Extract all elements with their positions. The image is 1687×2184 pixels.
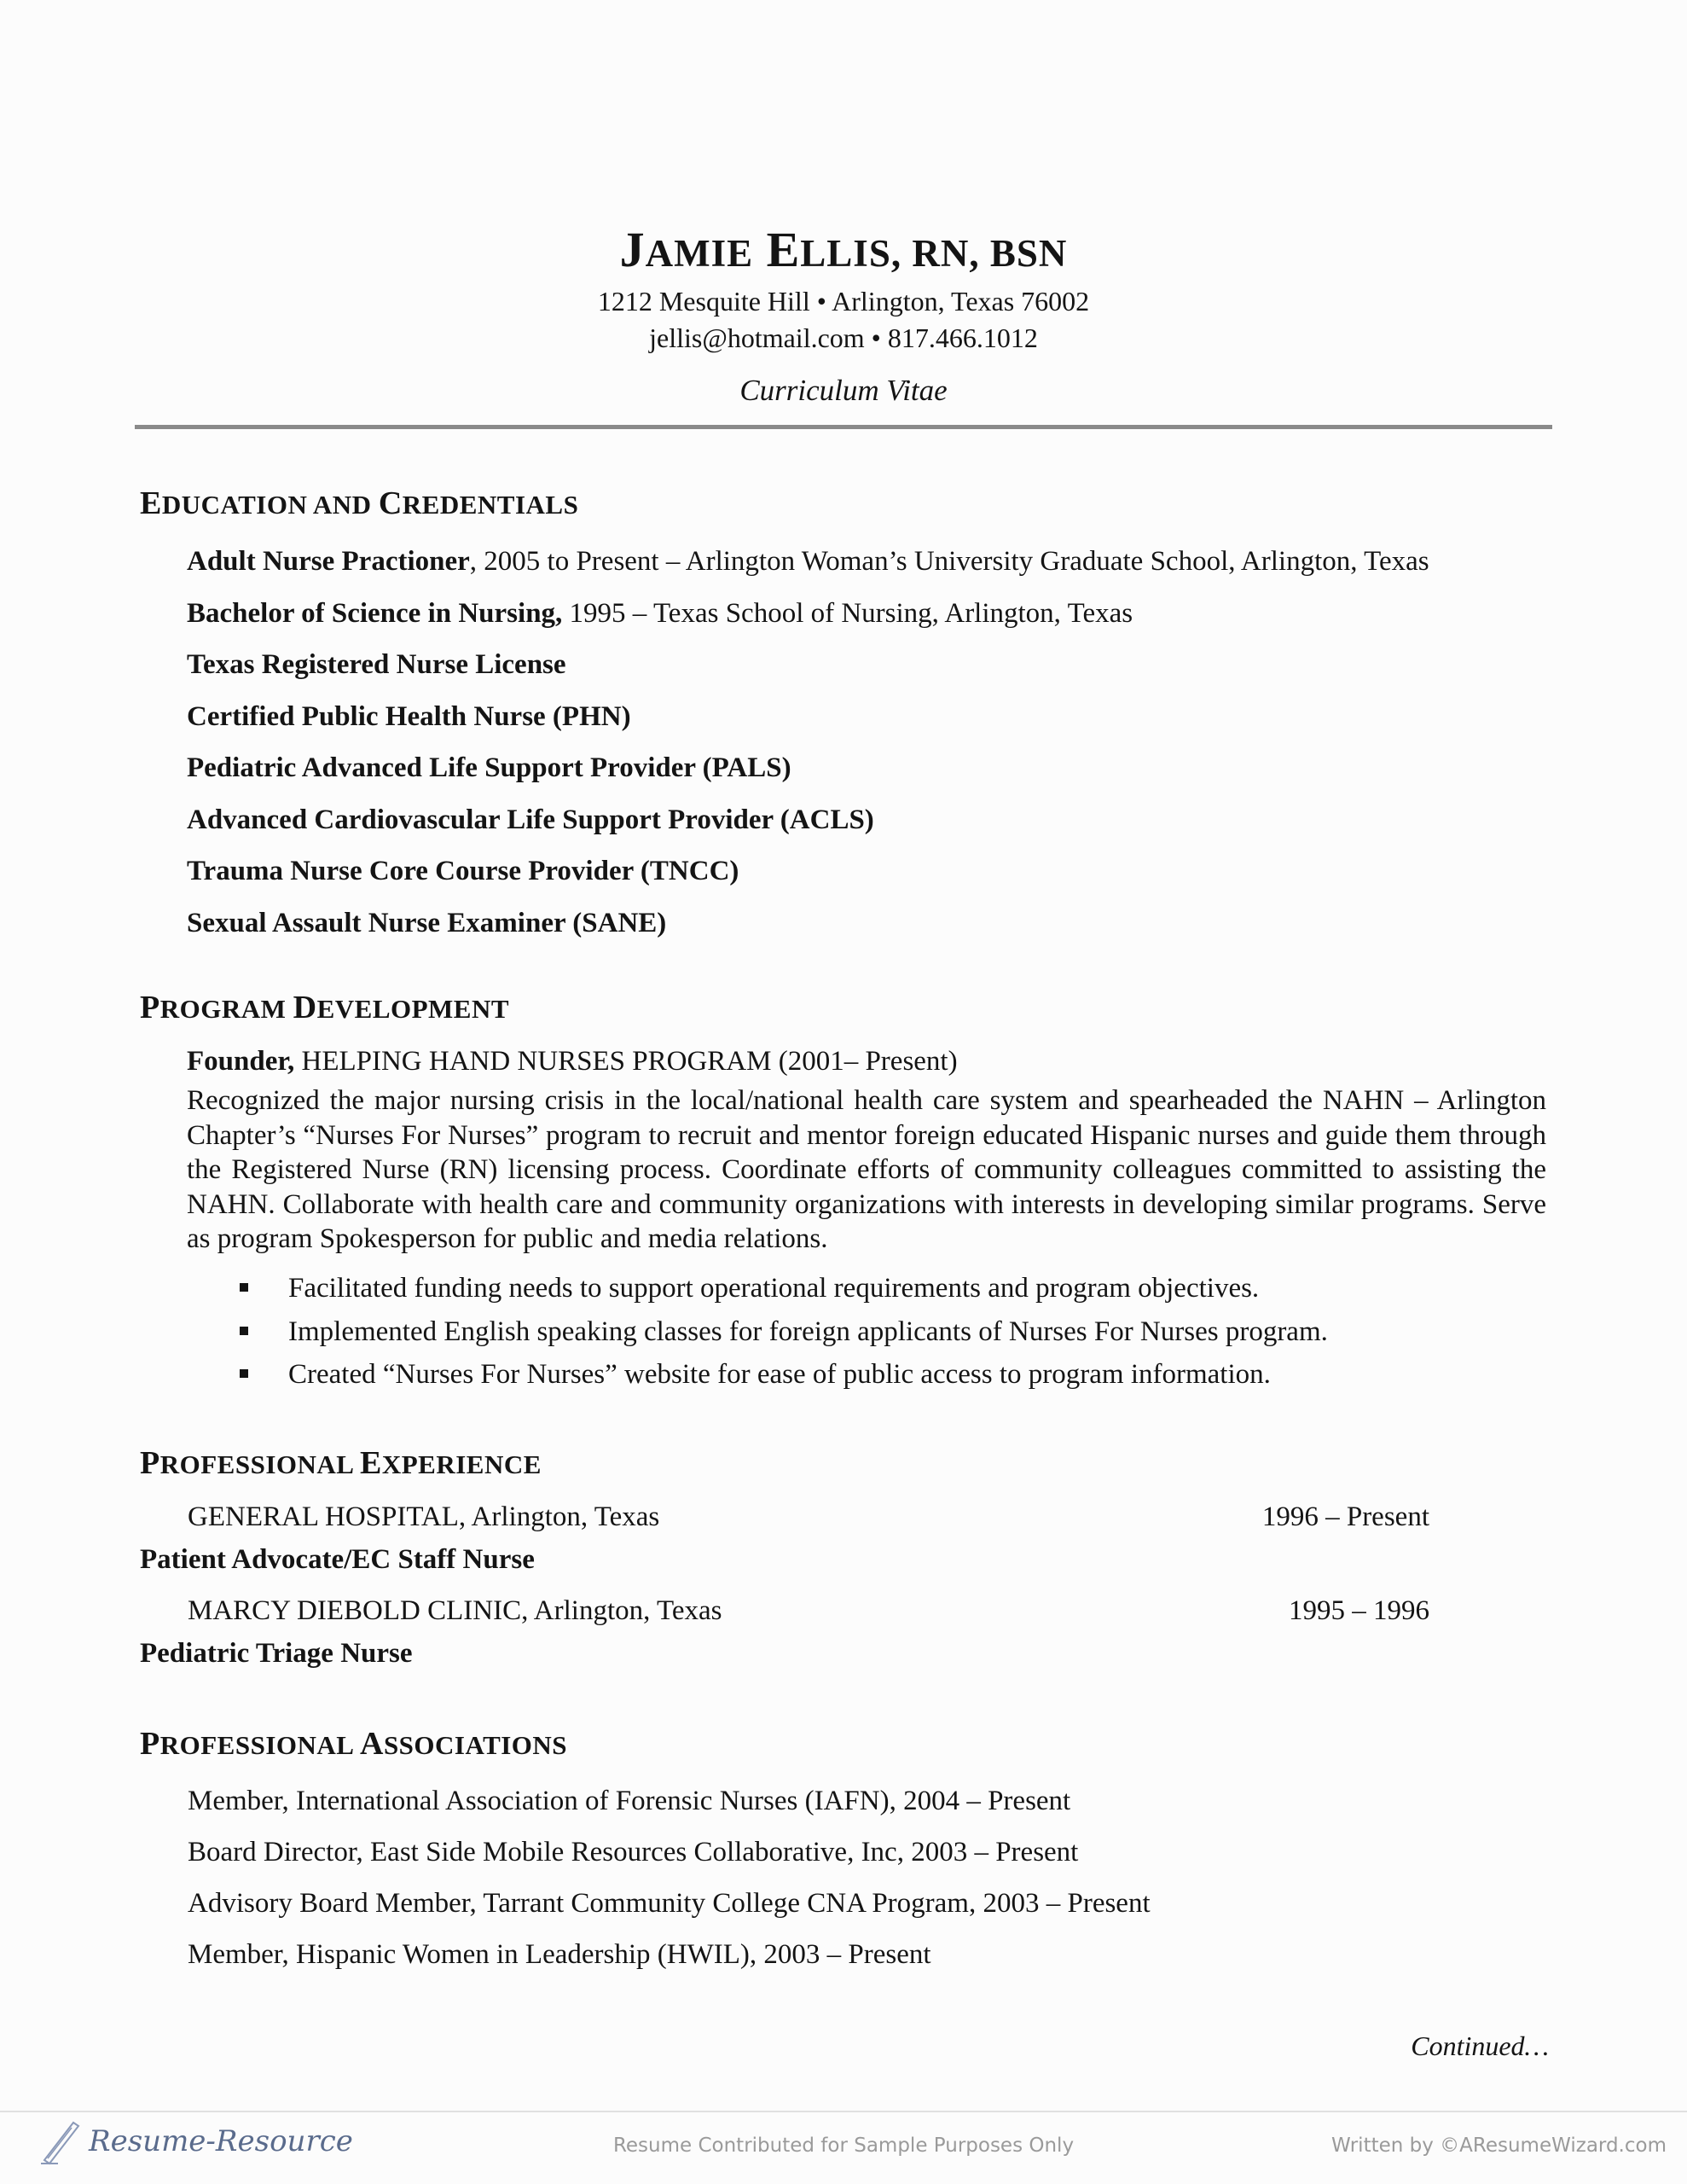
education-item-bold: Adult Nurse Practioner [187, 546, 470, 577]
name-credentials: , RN, BSN [890, 232, 1068, 275]
association-item: Board Director, East Side Mobile Resources Collaborative, Inc, 2003 – Present [188, 1837, 1079, 1867]
document-type: Curriculum Vitae [739, 374, 948, 407]
title-rest: SSOCIATIONS [383, 1730, 568, 1760]
title-rest: XPERIENCE [381, 1449, 542, 1479]
founder-label: Founder, [187, 1046, 295, 1077]
contact-line: jellis@hotmail.com • 817.466.1012 [649, 322, 1038, 353]
education-item-bold: Bachelor of Science in Nursing, [187, 597, 570, 629]
address-line: 1212 Mesquite Hill • Arlington, Texas 76002 [597, 286, 1090, 317]
founder-line [187, 1043, 958, 1080]
title-rest: ROFESSIONAL [159, 1730, 360, 1760]
job-title: Pediatric Triage Nurse [140, 1638, 413, 1669]
title-rest: EVELOPMENT [316, 994, 510, 1024]
education-item-bold: Certified Public Health Nurse (PHN) [187, 700, 631, 732]
footer-divider [0, 2111, 1687, 2112]
job-title: Patient Advocate/EC Staff Nurse [140, 1544, 535, 1575]
bullet-square-icon [240, 1283, 248, 1292]
name-first-rest: AMIE [645, 232, 754, 275]
job-dates: 1996 – Present [1261, 1502, 1429, 1532]
bullet-text: Facilitated funding needs to support operational requirements and program objectives. [288, 1273, 1260, 1304]
bullet-item [288, 1267, 1328, 1310]
education-item [187, 639, 1551, 691]
title-rest: DUCATION AND [161, 490, 379, 520]
education-item [187, 536, 1551, 588]
education-item [187, 845, 1551, 897]
bullet-square-icon [240, 1327, 248, 1335]
title-initial: D [293, 990, 317, 1025]
education-item-bold: Sexual Assault Nurse Examiner (SANE) [187, 907, 667, 938]
education-item-bold: Texas Registered Nurse License [187, 649, 566, 680]
footer-credit[interactable]: Written by ©AResumeWizard.com [1331, 2135, 1667, 2157]
education-item-detail: 1995 – Texas School of Nursing, Arlington, Texas [569, 597, 1133, 629]
title-initial: C [378, 485, 403, 521]
association-item: Advisory Board Member, Tarrant Community College CNA Program, 2003 – Present [188, 1888, 1151, 1919]
footer-disclaimer: Resume Contributed for Sample Purposes Only [612, 2135, 1075, 2157]
association-item: Member, Hispanic Women in Leadership (HWIL), 2003 – Present [188, 1939, 931, 1970]
logo-text: Resume-Resource [89, 2124, 353, 2158]
education-item [187, 794, 1551, 846]
title-initial: P [140, 1445, 160, 1481]
association-item: Member, International Association of Forensic Nurses (IAFN), 2004 – Present [188, 1786, 1071, 1816]
job-employer: GENERAL HOSPITAL, Arlington, Texas [188, 1502, 660, 1532]
section-title-associations [140, 1724, 567, 1765]
title-rest: ROGRAM [159, 994, 293, 1024]
resume-header [0, 220, 1687, 410]
program-bullets [288, 1267, 1328, 1397]
education-item-bold: Trauma Nurse Core Course Provider (TNCC) [187, 856, 739, 886]
title-rest: ROFESSIONAL [159, 1449, 360, 1479]
bullet-square-icon [240, 1369, 248, 1378]
title-initial: P [140, 1726, 160, 1762]
bullet-text: Created “Nurses For Nurses” website for ease of public access to program information. [288, 1359, 1271, 1390]
bullet-item [288, 1353, 1328, 1397]
education-item [187, 897, 1551, 950]
associations-list [188, 1775, 1151, 1980]
name-first-initial: J [619, 222, 646, 277]
job-dates: 1995 – 1996 [1289, 1595, 1429, 1626]
title-initial: E [140, 485, 162, 521]
candidate-name [0, 220, 1687, 283]
education-list [187, 536, 1551, 949]
program-description: Recognized the major nursing crisis in the local/national health care system and spearheaded the NAHN – Arlington Chapter’s “Nurses For Nurses” program to recruit and mentor foreign educated Hispanic nurses and guide them through the Registered Nurse (RN) licensing process. Coordinate efforts of community colleagues committed to assisting the NAHN. Collaborate with health care and community organizations with interests in developing similar programs. Serve as program Spokesperson for public and media relations. [187, 1085, 1546, 1254]
title-initial: E [359, 1445, 382, 1481]
name-last-initial: E [766, 222, 801, 277]
section-title-education [140, 484, 578, 525]
name-last-rest: LLIS [800, 232, 891, 275]
section-title-program [140, 988, 509, 1029]
education-item-bold: Advanced Cardiovascular Life Support Provider (ACLS) [187, 804, 874, 835]
education-item [187, 691, 1551, 743]
header-divider [135, 425, 1552, 429]
title-initial: A [359, 1726, 384, 1762]
education-item-bold: Pediatric Advanced Life Support Provider (PALS) [187, 752, 791, 783]
job-employer: MARCY DIEBOLD CLINIC, Arlington, Texas [188, 1595, 722, 1626]
title-rest: REDENTIALS [402, 490, 579, 520]
section-title-experience [140, 1443, 542, 1484]
continued-note: Continued… [1411, 2030, 1549, 2061]
education-item-detail: , 2005 to Present – Arlington Woman’s University Graduate School, Arlington, Texas [469, 546, 1429, 577]
founder-program: HELPING HAND NURSES PROGRAM (2001– Present) [294, 1046, 958, 1077]
bullet-item [288, 1310, 1328, 1354]
title-initial: P [140, 990, 160, 1025]
education-item [187, 742, 1551, 794]
bullet-text: Implemented English speaking classes for foreign applicants of Nurses For Nurses program. [288, 1316, 1328, 1347]
education-item [187, 588, 1551, 640]
